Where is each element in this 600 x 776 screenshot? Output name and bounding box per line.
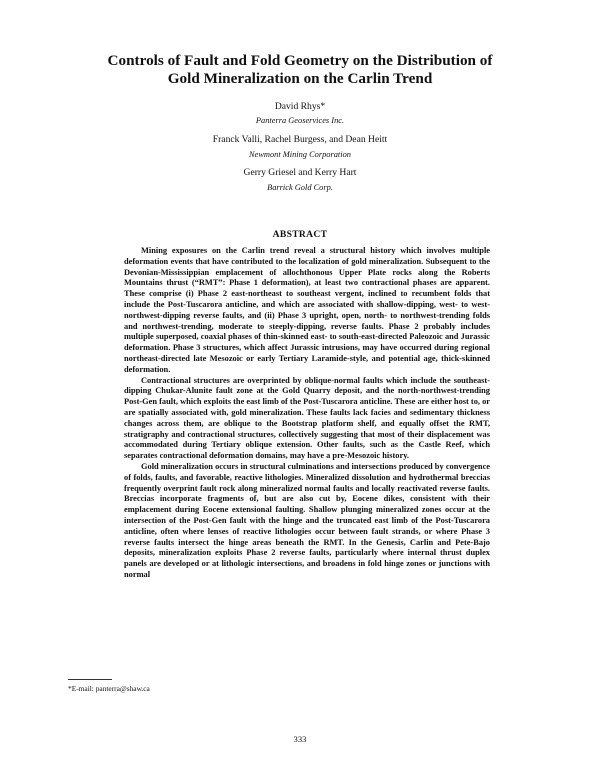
author-names: David Rhys* bbox=[274, 101, 326, 112]
abstract-paragraph: Gold mineralization occurs in structural culminations and intersections produced by convergence of folds, faults, and favorable, reactive lithologies. Mineralized dissolution and hydrothermal breccias frequently overprint fault rock along mineralized normal faults and locally reactivated reverse faults. Breccias incorporate fragments of, but are also cut by, Eocene dikes, consistent with their emplacement during Eocene extensional faulting. Shallow plunging mineralized zones occur at the intersection of the Post-Gen fault with the hinge and the truncated east limb of the Post-Tuscarora anticline, often where lenses of reactive lithologies occur between fault strands, or where Phase 3 reverse faults intersect the hinge areas beneath the RMT. In the Genesis, Carlin and Pete-Bajo deposits, mineralization exploits Phase 2 reverse faults, particularly where internal thrust duplex panels are developed or at lithologic intersections, and broadens in fold hinge zones or junctions with normal bbox=[124, 461, 490, 579]
footnote-email: *E-mail: panterra@shaw.ca bbox=[68, 684, 150, 693]
footnote-divider bbox=[68, 679, 112, 680]
abstract-paragraph: Contractional structures are overprinted by oblique-normal faults which include the southeast-dipping Chukar-Alunite fault zone at the Gold Quarry deposit, and the north-northwest-trending Post-Gen fault, which exploits the east limb of the Post-Tuscarora anticline. These are either host to, or are spatially associated with, gold mineralization. These faults lack facies and sedimentary thickness changes across them, are oblique to the Bootstrap platform shelf, and equally offset the RMT, stratigraphy and contractional structures, collectively suggesting that most of their displacement was accommodated during Tertiary oblique extension. Other faults, such as the Castle Reef, which separates contractional deformation domains, may have a pre-Mesozoic history. bbox=[124, 375, 490, 461]
abstract-paragraph: Mining exposures on the Carlin trend reveal a structural history which involves multiple deformation events that have contributed to the localization of gold mineralization. Subsequent to the Devonian-Mississippian emplacement of allochthonous Upper Plate rocks along the Roberts Mountains thrust (“RMT”: Phase 1 deformation), at least two contractional phases are apparent. These comprise (i) Phase 2 east-northeast to southeast vergent, inclined to recumbent folds that include the Post-Tuscarora anticline, and which are associated with shallow-dipping, west- to west-northwest-dipping reverse faults, and (ii) Phase 3 upright, open, north- to northwest-trending folds and northwest-trending, moderate to steeply-dipping, reverse faults. Phase 2 probably includes multiple superposed, coaxial phases of thin-skinned east- to south-east-directed Paleozoic and Jurassic deformation. Phase 3 structures, which affect Jurassic intrusions, may have occurred during regional northeast-directed late Mesozoic or early Tertiary Laramide-style, and potential age, thick-skinned deformation. bbox=[124, 246, 490, 374]
author-affiliation: Newmont Mining Corporation bbox=[249, 150, 351, 159]
title-line-2: Gold Mineralization on the Carlin Trend bbox=[167, 70, 433, 87]
author-names: Franck Valli, Rachel Burgess, and Dean Heitt bbox=[212, 134, 388, 145]
paper-title bbox=[60, 52, 540, 88]
abstract-heading: ABSTRACT bbox=[272, 229, 328, 240]
title-line-1: Controls of Fault and Fold Geometry on the Distribution of bbox=[107, 52, 493, 69]
abstract-body bbox=[124, 246, 490, 581]
page-number: 333 bbox=[293, 734, 307, 744]
author-affiliation: Barrick Gold Corp. bbox=[267, 183, 333, 192]
author-names: Gerry Griesel and Kerry Hart bbox=[243, 167, 357, 178]
author-affiliation: Panterra Geoservices Inc. bbox=[255, 116, 345, 125]
